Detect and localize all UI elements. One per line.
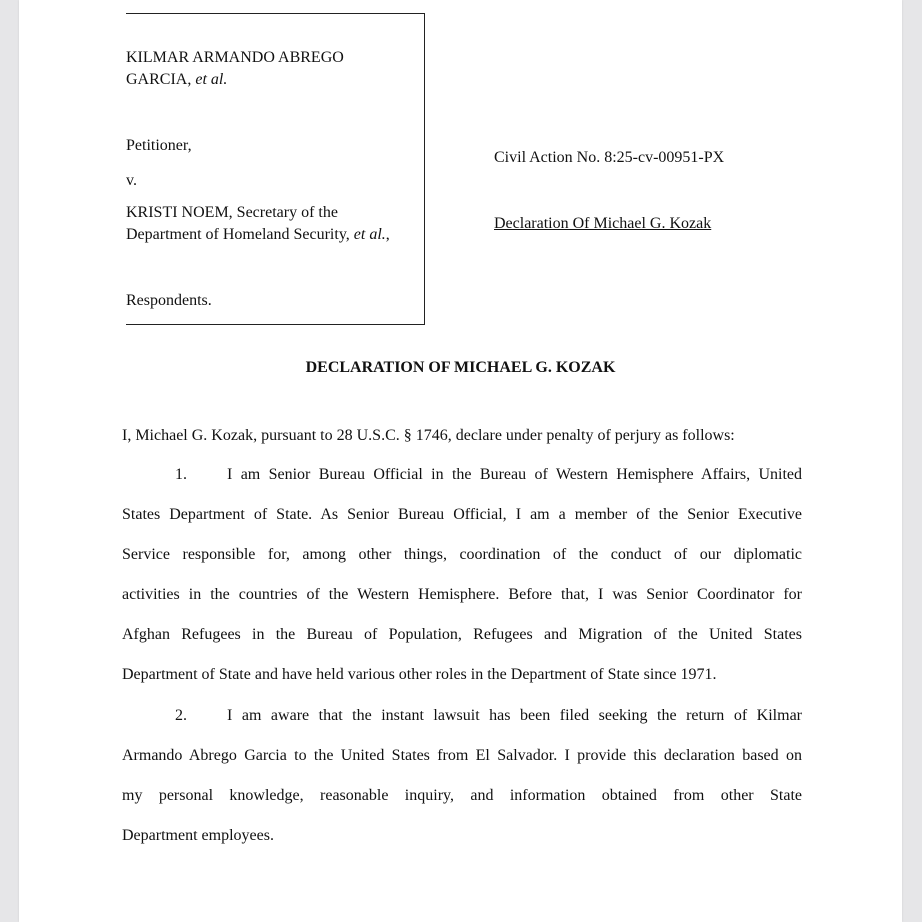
respondent-line1: KRISTI NOEM, Secretary of the [126,204,338,221]
petitioner-surname: GARCIA, [126,71,192,88]
petitioner-name-line2 [126,69,227,91]
respondents-label: Respondents. [126,292,212,309]
paragraph-number-2: 2. [175,707,187,724]
respondent-comma: , [385,226,390,243]
paragraph-1-line-2: States Department of State. As Senior Bureau Official, I am a member of the Senior Executive [122,506,802,523]
paragraph-2-line-2: Armando Abrego Garcia to the United States from El Salvador. I provide this declaration based on [122,747,802,764]
respondent-line2 [126,224,390,246]
respondent-department: Department of Homeland Security, [126,226,350,243]
paragraph-1-line-5: Afghan Refugees in the Bureau of Population, Refugees and Migration of the United States [122,626,802,643]
declaration-title-link: Declaration Of Michael G. Kozak [494,215,712,232]
petitioner-label: Petitioner, [126,137,192,154]
paragraph-1-line-6: Department of State and have held various other roles in the Department of State since 1971. [122,666,717,683]
paragraph-2-line-4: Department employees. [122,827,274,844]
document-heading: DECLARATION OF MICHAEL G. KOZAK [305,359,616,376]
paragraph-2-line-1: I am aware that the instant lawsuit has been filed seeking the return of Kilmar [227,707,802,724]
paragraph-1-line-4: activities in the countries of the Western Hemisphere. Before that, I was Senior Coordinator for [122,586,802,603]
civil-action-number: Civil Action No. 8:25-cv-00951-PX [494,149,725,166]
versus: v. [126,172,137,189]
petitioner-et-al: et al. [195,71,228,88]
paragraph-number-1: 1. [175,466,187,483]
intro-paragraph: I, Michael G. Kozak, pursuant to 28 U.S.C. § 1746, declare under penalty of perjury as follows: [122,427,735,444]
document-page [19,0,902,922]
paragraph-1-line-1: I am Senior Bureau Official in the Bureau of Western Hemisphere Affairs, United [227,466,802,483]
respondent-et-al: et al. [353,226,386,243]
paragraph-2-line-3: my personal knowledge, reasonable inquiry, and information obtained from other State [122,787,802,804]
petitioner-name-line1: KILMAR ARMANDO ABREGO [126,49,344,66]
paragraph-1-line-3: Service responsible for, among other things, coordination of the conduct of our diplomatic [122,546,802,563]
